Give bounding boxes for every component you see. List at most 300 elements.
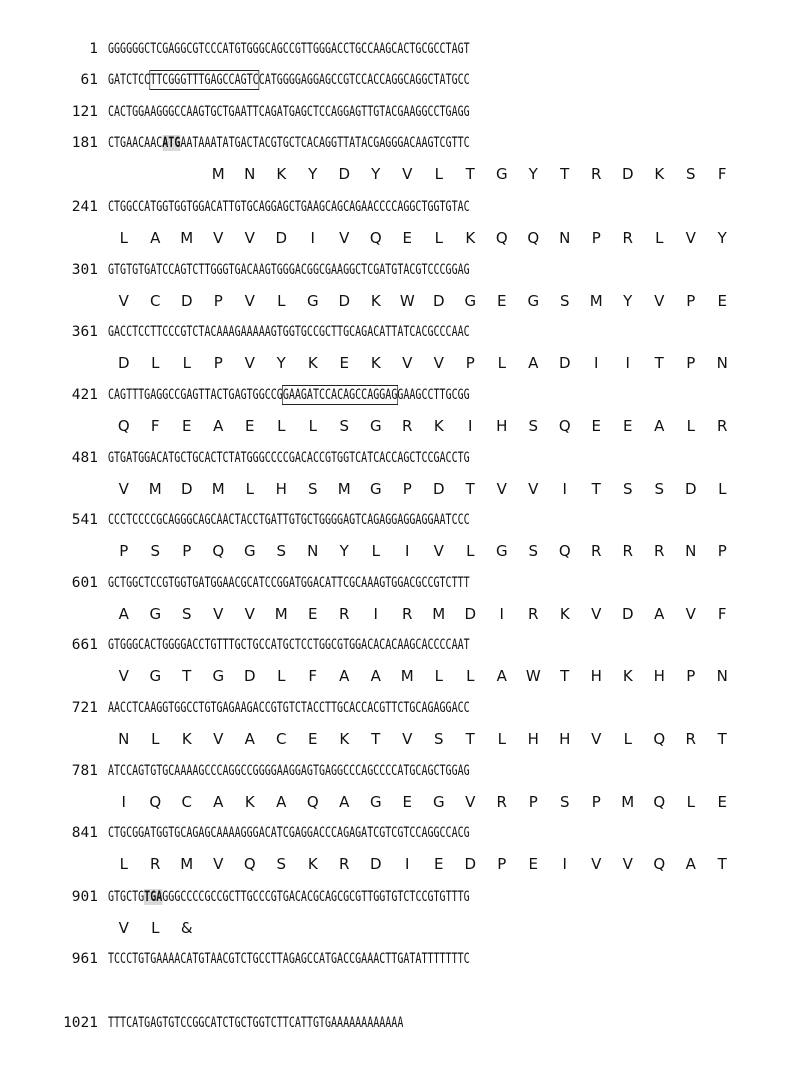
amino-acid-letter: V [118, 480, 129, 498]
amino-acid-letter: D [180, 292, 193, 310]
amino-acid-letter: L [371, 542, 380, 560]
position-number: 421 [71, 387, 98, 403]
position-number: 121 [71, 104, 98, 120]
boxed-primer-segment: GAAGATCCACAGCCAGGAG [282, 387, 398, 403]
sequence-segment: TTTCATGAGTGTCCGGCATCTGCTGGTCTTCATTGTGAAAAAAAAAAAA [108, 1015, 404, 1031]
amino-acid-letter: V [591, 855, 602, 873]
amino-acid-letter: N [307, 542, 319, 560]
amino-acid-letter: D [117, 354, 130, 372]
amino-acid-letter: P [686, 292, 696, 310]
amino-acid-letter: E [402, 793, 412, 811]
amino-acid-letter: M [180, 229, 194, 247]
position-number: 901 [71, 889, 98, 905]
amino-acid-letter: E [308, 730, 318, 748]
amino-acid-letter: E [623, 417, 633, 435]
amino-acid-letter: G [495, 542, 508, 560]
sequence-segment: AACCTCAAGGTGGCCTGTGAGAAGACCGTGTCTACCTTGCACCACGTTCTGCAGAGGACC [108, 700, 470, 716]
sequence-segment: ATCCAGTGTGCAAAAGCCCAGGCCGGGGAAGGAGTGAGGCCCAGCCCCATGCAGCTGGAG [108, 763, 470, 779]
nucleotide-sequence [108, 1012, 403, 1034]
amino-acid-letter: K [465, 229, 476, 247]
sequence-segment: CTGAACAAC [108, 135, 163, 151]
amino-acid-letter: A [528, 354, 539, 372]
amino-acid-letter: Q [653, 793, 666, 811]
amino-acid-letter: K [370, 292, 381, 310]
nucleotide-sequence [108, 196, 470, 218]
amino-acid-letter: P [402, 480, 412, 498]
stop-codon-mark: & [180, 919, 193, 937]
amino-acid-letter: A [118, 605, 129, 623]
amino-acid-letter: W [399, 292, 415, 310]
position-number: 481 [71, 450, 98, 466]
amino-acid-letter: T [182, 667, 192, 685]
amino-acid-letter: Y [308, 165, 318, 183]
amino-acid-letter: P [213, 292, 223, 310]
amino-acid-letter: L [277, 292, 286, 310]
amino-acid-letter: E [528, 855, 538, 873]
amino-acid-letter: L [119, 229, 128, 247]
amino-acid-letter: V [528, 480, 539, 498]
amino-acid-letter: I [373, 605, 378, 623]
amino-acid-letter: L [718, 480, 727, 498]
amino-acid-letter: R [591, 542, 602, 560]
amino-acid-line [0, 665, 800, 687]
amino-acid-letter: L [655, 229, 664, 247]
amino-acid-letter: I [121, 793, 126, 811]
amino-acid-letter: V [622, 855, 633, 873]
amino-acid-letter: L [151, 919, 160, 937]
amino-acid-letter: P [182, 542, 192, 560]
amino-acid-letter: D [338, 165, 351, 183]
amino-acid-letter: N [716, 667, 728, 685]
amino-acid-line [0, 352, 800, 374]
position-number: 721 [71, 700, 98, 716]
position-number: 1021 [63, 1015, 98, 1031]
amino-acid-letter: K [559, 605, 570, 623]
amino-acid-letter: V [685, 605, 696, 623]
position-number: 61 [80, 72, 98, 88]
amino-acid-letter: R [622, 229, 633, 247]
amino-acid-letter: G [212, 667, 225, 685]
amino-acid-letter: K [622, 667, 633, 685]
amino-acid-letter: D [275, 229, 288, 247]
amino-acid-letter: C [276, 730, 287, 748]
highlighted-codon: TGA [144, 889, 163, 905]
amino-acid-letter: D [464, 855, 477, 873]
amino-acid-letter: S [339, 417, 350, 435]
amino-acid-letter: M [274, 605, 288, 623]
amino-acid-letter: L [466, 667, 475, 685]
amino-acid-line [0, 917, 800, 939]
sequence-segment: GAAGCCTTGCGG [397, 387, 470, 403]
position-number: 301 [71, 262, 98, 278]
amino-acid-letter: I [562, 855, 567, 873]
amino-acid-letter: V [118, 919, 129, 937]
amino-acid-letter: H [590, 667, 602, 685]
amino-acid-letter: S [654, 480, 665, 498]
amino-acid-letter: R [717, 417, 728, 435]
amino-acid-letter: N [716, 354, 728, 372]
amino-acid-letter: L [497, 354, 506, 372]
amino-acid-line [0, 227, 800, 249]
amino-acid-letter: D [180, 480, 193, 498]
amino-acid-letter: K [244, 793, 255, 811]
nucleotide-sequence [108, 447, 470, 469]
amino-acid-letter: M [211, 480, 225, 498]
amino-acid-letter: V [213, 855, 224, 873]
amino-acid-letter: G [243, 542, 256, 560]
amino-acid-letter: H [275, 480, 287, 498]
amino-acid-letter: A [150, 229, 161, 247]
amino-acid-letter: F [717, 165, 727, 183]
amino-acid-letter: A [685, 855, 696, 873]
amino-acid-letter: V [433, 354, 444, 372]
amino-acid-letter: R [528, 605, 539, 623]
sequence-segment: GTGGGCACTGGGGACCTGTTTGCTGCCATGCTCCTGGCGTGGACACACAAGCACCCCAAT [108, 637, 470, 653]
nucleotide-sequence [108, 572, 470, 594]
amino-acid-letter: V [244, 605, 255, 623]
amino-acid-letter: Y [339, 542, 349, 560]
amino-acid-letter: D [621, 605, 634, 623]
amino-acid-letter: H [653, 667, 665, 685]
amino-acid-letter: D [432, 480, 445, 498]
amino-acid-letter: Q [495, 229, 508, 247]
amino-acid-letter: A [496, 667, 507, 685]
nucleotide-sequence [108, 697, 470, 719]
position-number: 601 [71, 575, 98, 591]
amino-acid-letter: T [465, 730, 475, 748]
amino-acid-letter: P [119, 542, 129, 560]
position-number: 541 [71, 512, 98, 528]
amino-acid-letter: F [150, 417, 160, 435]
amino-acid-letter: V [339, 229, 350, 247]
amino-acid-letter: C [181, 793, 192, 811]
amino-acid-letter: I [405, 855, 410, 873]
amino-acid-letter: A [244, 730, 255, 748]
sequence-segment: CAGTTTGAGGCCGAGTTACTGAGTGGCCG [108, 387, 283, 403]
amino-acid-letter: A [654, 605, 665, 623]
amino-acid-letter: D [369, 855, 382, 873]
amino-acid-letter: T [717, 855, 727, 873]
amino-acid-letter: V [654, 292, 665, 310]
amino-acid-letter: D [464, 605, 477, 623]
amino-acid-line [0, 415, 800, 437]
sequence-segment: CTGCGGATGGTGCAGAGCAAAAGGGACATCGAGGACCCAGAGATCGTCGTCCAGGCCACG [108, 825, 470, 841]
position-number: 661 [71, 637, 98, 653]
nucleotide-sequence [108, 38, 470, 60]
amino-acid-letter: Q [369, 229, 382, 247]
amino-acid-letter: T [560, 667, 570, 685]
amino-acid-letter: M [621, 793, 635, 811]
amino-acid-letter: A [213, 417, 224, 435]
amino-acid-line [0, 603, 800, 625]
amino-acid-letter: G [369, 793, 382, 811]
amino-acid-letter: T [371, 730, 381, 748]
amino-acid-letter: Q [558, 417, 571, 435]
sequence-segment: TCCCTGTGAAAACATGTAACGTCTGCCTTAGAGCCATGACCGAAACTTGATATTTTTTTC [108, 951, 470, 967]
amino-acid-letter: K [307, 855, 318, 873]
sequence-segment: GGGCCCCGCCGCTTGCCCGTGACACGCAGCGCGTTGGTGTCTCCGTGTTTG [162, 889, 470, 905]
sequence-segment: GATCTCC [108, 72, 151, 88]
amino-acid-letter: P [528, 793, 538, 811]
amino-acid-letter: T [465, 480, 475, 498]
nucleotide-sequence [108, 132, 470, 154]
amino-acid-letter: Q [306, 793, 319, 811]
amino-acid-letter: V [685, 229, 696, 247]
amino-acid-letter: D [338, 292, 351, 310]
sequence-segment: CTGGCCATGGTGGTGGACATTGTGCAGGAGCTGAAGCAGCAGAACCCCAGGCTGGTGTAC [108, 199, 470, 215]
amino-acid-letter: W [525, 667, 541, 685]
amino-acid-letter: A [370, 667, 381, 685]
nucleotide-sequence [108, 259, 470, 281]
amino-acid-letter: V [591, 730, 602, 748]
sequence-segment: GACCTCCTTCCCGTCTACAAAGAAAAAGTGGTGCCGCTTGCAGACATTATCACGCCCAAC [108, 324, 470, 340]
amino-acid-letter: E [717, 292, 727, 310]
amino-acid-letter: V [496, 480, 507, 498]
amino-acid-letter: G [369, 417, 382, 435]
position-number: 841 [71, 825, 98, 841]
amino-acid-letter: L [182, 354, 191, 372]
sequence-segment: GTGCTG [108, 889, 145, 905]
amino-acid-letter: M [589, 292, 603, 310]
amino-acid-line [0, 478, 800, 500]
amino-acid-letter: T [717, 730, 727, 748]
amino-acid-letter: I [499, 605, 504, 623]
amino-acid-letter: D [684, 480, 697, 498]
nucleotide-sequence [108, 634, 470, 656]
amino-acid-letter: M [337, 480, 351, 498]
position-number: 361 [71, 324, 98, 340]
amino-acid-letter: E [182, 417, 192, 435]
amino-acid-letter: I [562, 480, 567, 498]
amino-acid-letter: L [686, 793, 695, 811]
amino-acid-letter: T [654, 354, 664, 372]
amino-acid-letter: A [654, 417, 665, 435]
amino-acid-letter: Y [276, 354, 286, 372]
sequence-segment: AATAAATATGACTACGTGCTCACAGGTTATACGAGGGACAAGTCGTTC [180, 135, 470, 151]
amino-acid-letter: E [717, 793, 727, 811]
amino-acid-letter: Q [149, 793, 162, 811]
amino-acid-letter: N [685, 542, 697, 560]
amino-acid-letter: G [149, 667, 162, 685]
amino-acid-letter: K [339, 730, 350, 748]
nucleotide-sequence [108, 101, 470, 123]
amino-acid-letter: K [181, 730, 192, 748]
amino-acid-letter: K [654, 165, 665, 183]
amino-acid-letter: M [400, 667, 414, 685]
amino-acid-letter: Q [558, 542, 571, 560]
amino-acid-letter: P [591, 229, 601, 247]
amino-acid-letter: L [466, 542, 475, 560]
amino-acid-letter: F [308, 667, 318, 685]
amino-acid-letter: S [276, 855, 287, 873]
amino-acid-letter: L [119, 855, 128, 873]
sequence-segment: CATGGGGAGGAGCCGTCCACCAGGCAGGCTATGCC [258, 72, 470, 88]
amino-acid-letter: L [434, 165, 443, 183]
amino-acid-letter: M [148, 480, 162, 498]
amino-acid-letter: S [433, 730, 444, 748]
highlighted-codon: ATG [162, 135, 181, 151]
amino-acid-letter: N [244, 165, 256, 183]
amino-acid-letter: A [339, 667, 350, 685]
amino-acid-letter: V [213, 605, 224, 623]
amino-acid-letter: P [686, 667, 696, 685]
nucleotide-sequence [108, 822, 470, 844]
amino-acid-letter: L [277, 667, 286, 685]
amino-acid-letter: Q [653, 730, 666, 748]
amino-acid-letter: K [433, 417, 444, 435]
amino-acid-letter: G [369, 480, 382, 498]
amino-acid-letter: M [432, 605, 446, 623]
amino-acid-letter: A [339, 793, 350, 811]
amino-acid-letter: E [591, 417, 601, 435]
amino-acid-letter: L [308, 417, 317, 435]
amino-acid-letter: V [244, 229, 255, 247]
amino-acid-letter: S [528, 542, 539, 560]
amino-acid-letter: G [149, 605, 162, 623]
amino-acid-letter: Y [371, 165, 381, 183]
amino-acid-letter: Y [528, 165, 538, 183]
sequence-segment: CACTGGAAGGGCCAAGTGCTGAATTCAGATGAGCTCCAGGAGTTGTACGAAGGCCTGAGG [108, 104, 470, 120]
amino-acid-letter: Q [653, 855, 666, 873]
amino-acid-letter: R [654, 542, 665, 560]
amino-acid-letter: I [594, 354, 599, 372]
amino-acid-letter: I [468, 417, 473, 435]
amino-acid-letter: I [310, 229, 315, 247]
amino-acid-line [0, 728, 800, 750]
amino-acid-letter: R [622, 542, 633, 560]
amino-acid-letter: F [717, 605, 727, 623]
amino-acid-letter: V [118, 667, 129, 685]
nucleotide-sequence [108, 321, 470, 343]
amino-acid-letter: Q [243, 855, 256, 873]
amino-acid-letter: L [245, 480, 254, 498]
amino-acid-line [0, 791, 800, 813]
amino-acid-letter: R [402, 605, 413, 623]
amino-acid-letter: R [339, 605, 350, 623]
amino-acid-letter: M [180, 855, 194, 873]
amino-acid-letter: Q [527, 229, 540, 247]
amino-acid-letter: L [434, 229, 443, 247]
amino-acid-letter: E [402, 229, 412, 247]
sequence-segment: GTGTGTGATCCAGTCTTGGGTGACAAGTGGGACGGCGAAGGCTCGATGTACGTCCCGGAG [108, 262, 470, 278]
amino-acid-line [0, 290, 800, 312]
amino-acid-letter: V [213, 229, 224, 247]
amino-acid-letter: V [244, 292, 255, 310]
amino-acid-letter: S [528, 417, 539, 435]
amino-acid-line [0, 853, 800, 875]
amino-acid-letter: S [559, 292, 570, 310]
amino-acid-letter: L [151, 354, 160, 372]
amino-acid-letter: V [244, 354, 255, 372]
amino-acid-letter: D [558, 354, 571, 372]
amino-acid-letter: S [559, 793, 570, 811]
amino-acid-letter: C [150, 292, 161, 310]
position-number: 241 [71, 199, 98, 215]
amino-acid-letter: Y [623, 292, 633, 310]
amino-acid-letter: G [495, 165, 508, 183]
nucleotide-sequence [108, 509, 470, 531]
amino-acid-letter: H [559, 730, 571, 748]
amino-acid-letter: V [591, 605, 602, 623]
amino-acid-letter: T [591, 480, 601, 498]
amino-acid-letter: R [339, 855, 350, 873]
amino-acid-line [0, 163, 800, 185]
amino-acid-letter: G [432, 793, 445, 811]
amino-acid-letter: S [622, 480, 633, 498]
sequence-segment: GGGGGGCTCGAGGCGTCCCATGTGGGCAGCCGTTGGGACCTGCCAAGCACTGCGCCTAGT [108, 41, 470, 57]
amino-acid-letter: M [211, 165, 225, 183]
amino-acid-letter: V [465, 793, 476, 811]
amino-acid-letter: L [151, 730, 160, 748]
sequence-segment: CCCTCCCCGCAGGGCAGCAACTACCTGATTGTGCTGGGGAGTCAGAGGAGGAGGAATCCC [108, 512, 470, 528]
amino-acid-letter: Q [117, 417, 130, 435]
sequence-segment: GCTGGCTCCGTGGTGATGGAACGCATCCGGATGGACATTCGCAAAGTGGACGCCGTCTTT [108, 575, 470, 591]
amino-acid-letter: V [213, 730, 224, 748]
amino-acid-letter: I [405, 542, 410, 560]
amino-acid-letter: Q [212, 542, 225, 560]
amino-acid-letter: V [402, 354, 413, 372]
amino-acid-letter: L [623, 730, 632, 748]
nucleotide-sequence [108, 760, 470, 782]
amino-acid-letter: P [465, 354, 475, 372]
amino-acid-letter: T [465, 165, 475, 183]
amino-acid-letter: R [150, 855, 161, 873]
amino-acid-letter: K [307, 354, 318, 372]
amino-acid-letter: L [434, 667, 443, 685]
amino-acid-letter: T [560, 165, 570, 183]
amino-acid-letter: S [307, 480, 318, 498]
amino-acid-letter: V [402, 165, 413, 183]
amino-acid-letter: L [686, 417, 695, 435]
amino-acid-letter: S [276, 542, 287, 560]
amino-acid-letter: A [213, 793, 224, 811]
amino-acid-letter: D [243, 667, 256, 685]
amino-acid-letter: R [685, 730, 696, 748]
amino-acid-letter: D [432, 292, 445, 310]
amino-acid-letter: L [497, 730, 506, 748]
amino-acid-letter: D [621, 165, 634, 183]
amino-acid-letter: P [213, 354, 223, 372]
amino-acid-letter: S [150, 542, 161, 560]
amino-acid-letter: K [276, 165, 287, 183]
amino-acid-letter: P [497, 855, 507, 873]
amino-acid-letter: Y [717, 229, 727, 247]
amino-acid-letter: N [118, 730, 130, 748]
amino-acid-letter: N [559, 229, 571, 247]
amino-acid-letter: E [245, 417, 255, 435]
nucleotide-sequence [108, 948, 470, 970]
amino-acid-letter: E [497, 292, 507, 310]
amino-acid-letter: P [686, 354, 696, 372]
amino-acid-letter: I [625, 354, 630, 372]
boxed-primer-segment: TTCGGGTTTGAGCCAGTC [150, 72, 259, 88]
amino-acid-letter: S [181, 605, 192, 623]
sequence-segment: GTGATGGACATGCTGCACTCTATGGGCCCCGACACCGTGGTCATCACCAGCTCCGACCTG [108, 450, 470, 466]
amino-acid-letter: R [496, 793, 507, 811]
nucleotide-sequence [108, 384, 470, 406]
amino-acid-letter: V [402, 730, 413, 748]
position-number: 1 [89, 41, 98, 57]
position-number: 961 [71, 951, 98, 967]
amino-acid-letter: P [717, 542, 727, 560]
amino-acid-letter: H [496, 417, 508, 435]
amino-acid-letter: A [276, 793, 287, 811]
amino-acid-letter: E [339, 354, 349, 372]
amino-acid-letter: V [433, 542, 444, 560]
amino-acid-letter: L [277, 417, 286, 435]
amino-acid-letter: K [370, 354, 381, 372]
amino-acid-letter: P [591, 793, 601, 811]
